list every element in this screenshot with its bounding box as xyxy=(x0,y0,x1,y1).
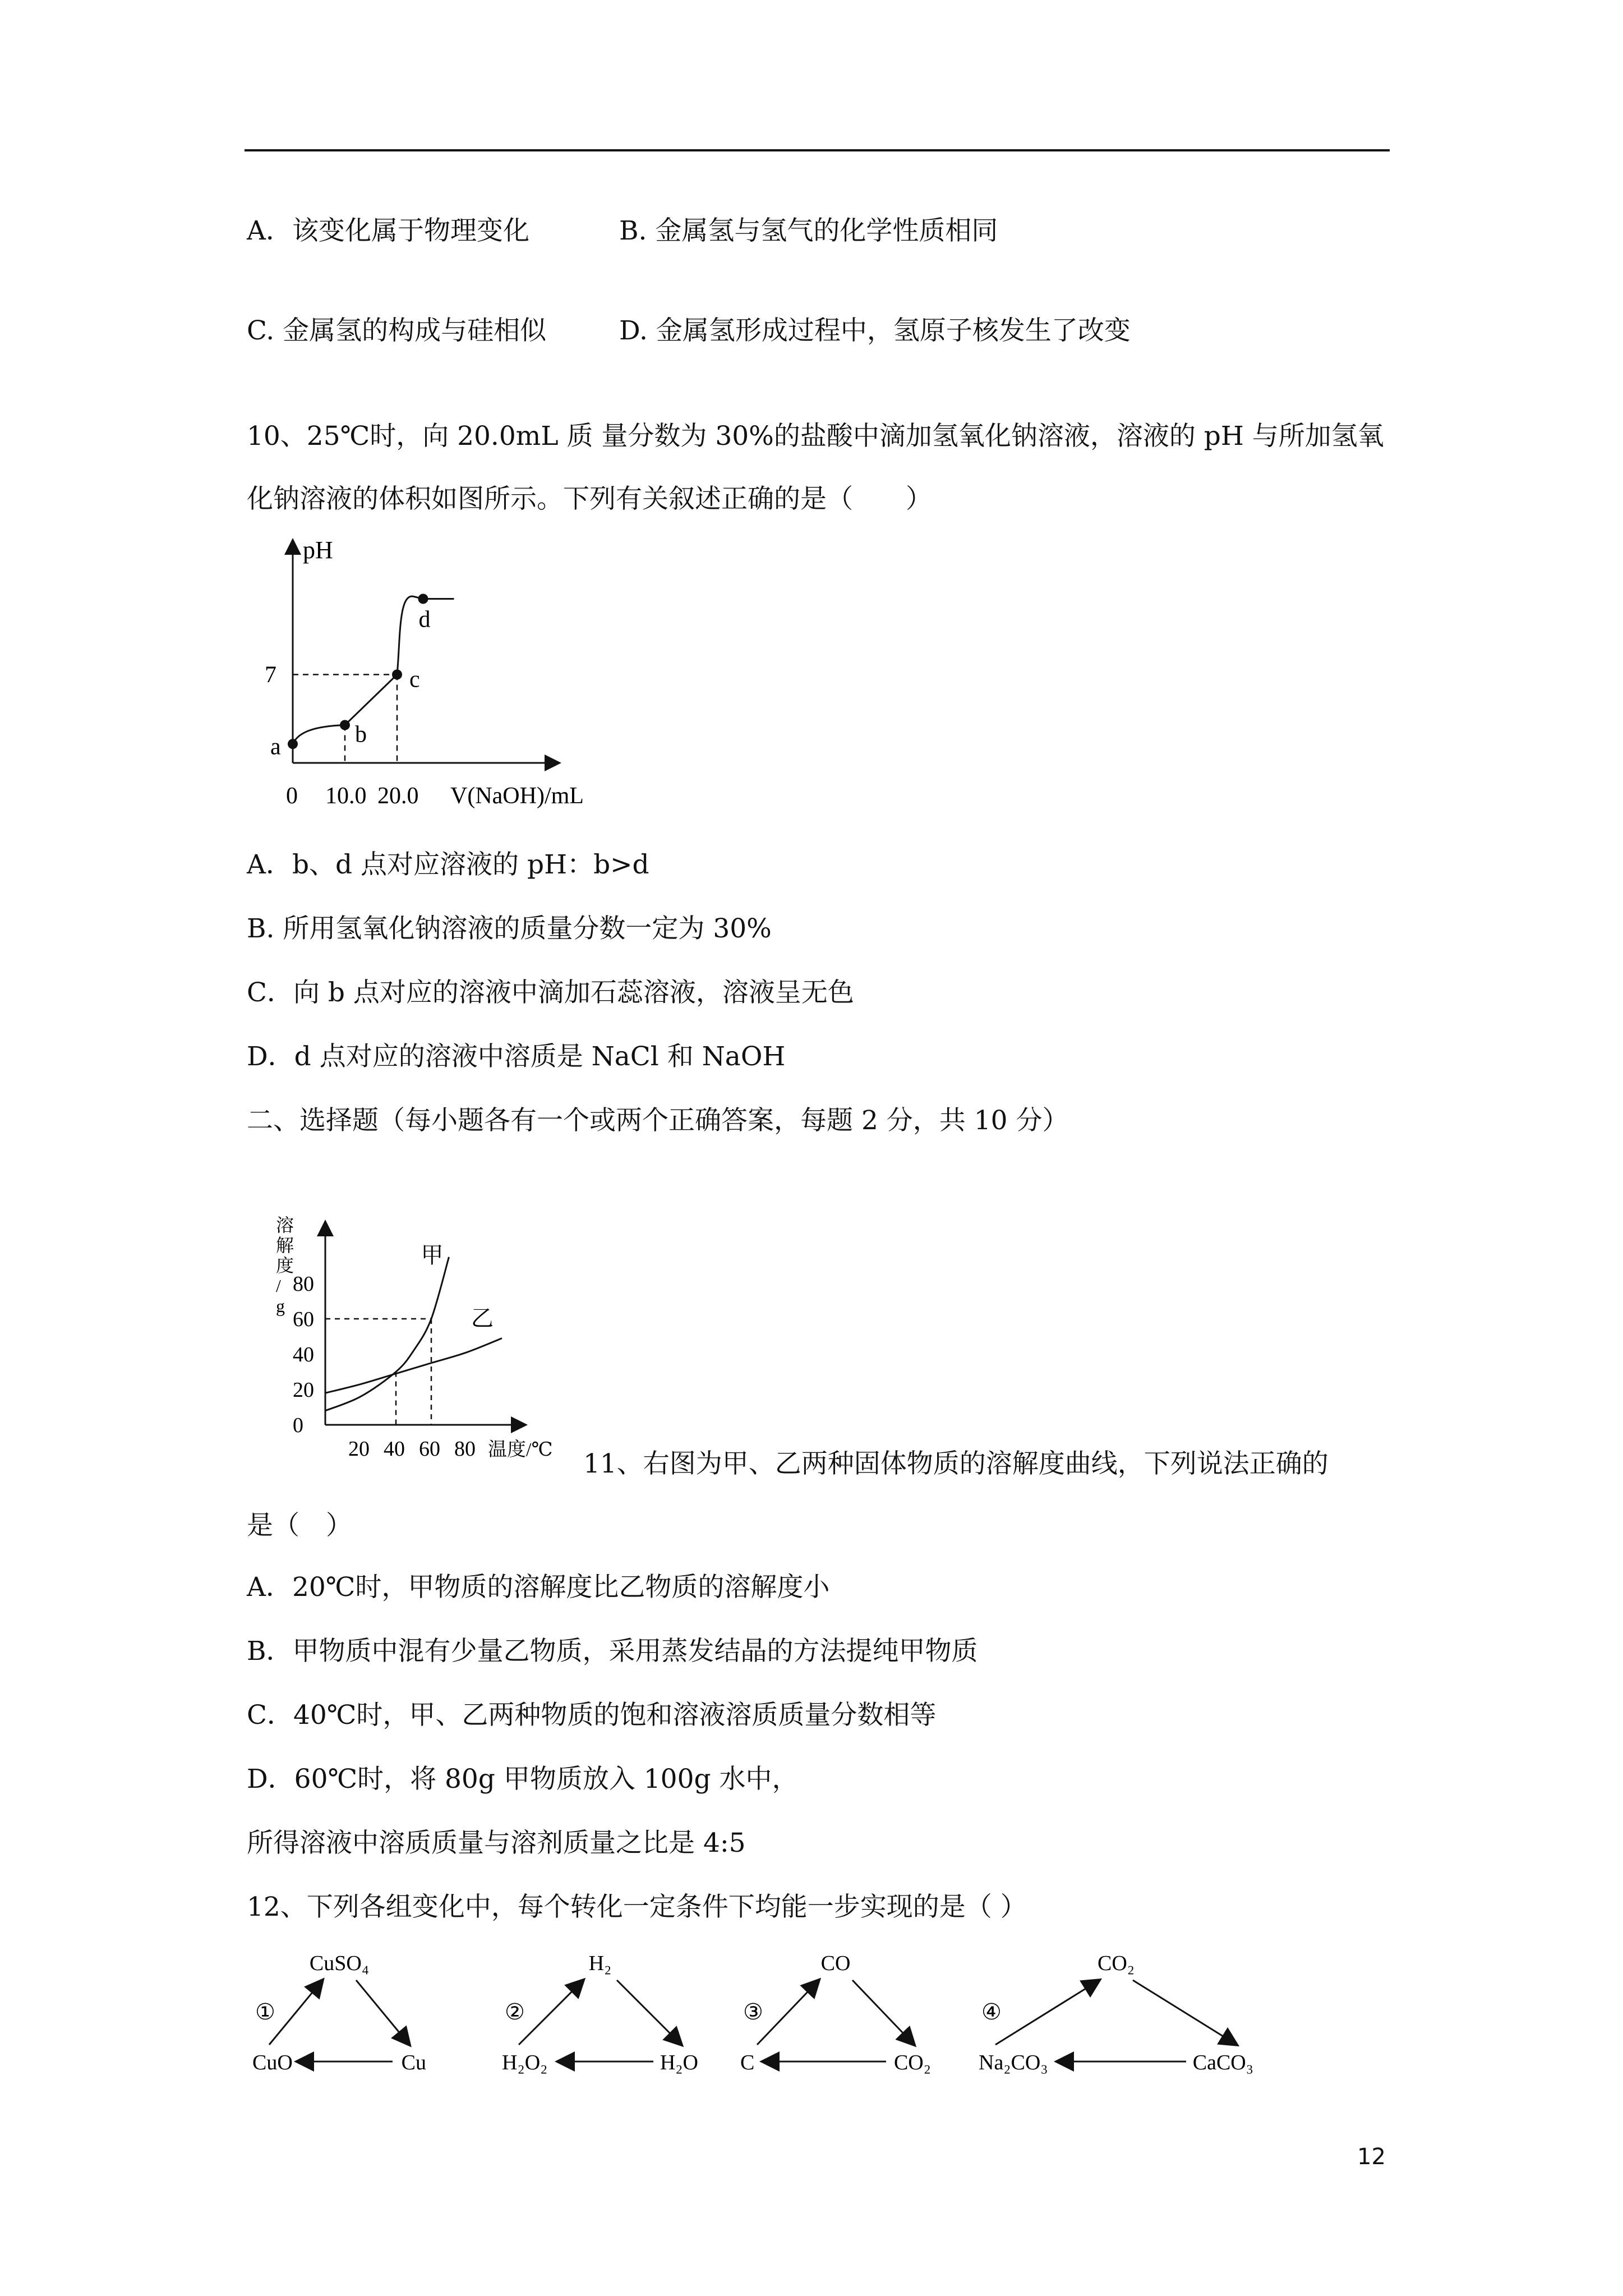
q12-conversion-diagrams xyxy=(241,1947,1295,2092)
ph-x-axis-label: V(NaOH)/mL xyxy=(450,783,584,809)
q10-option-c: C．向 b 点对应的溶液中滴加石蕊溶液，溶液呈无色 xyxy=(247,977,854,1008)
q9-option-c: C. 金属氢的构成与硅相似 xyxy=(247,315,547,346)
q11-option-c: C．40℃时，甲、乙两种物质的饱和溶液溶质质量分数相等 xyxy=(247,1700,937,1731)
q9-option-b: B. 金属氢与氢气的化学性质相同 xyxy=(619,215,998,246)
ph-point-d xyxy=(418,594,428,604)
q12-arrow-top-to-right xyxy=(852,1980,914,2045)
q11-option-a: A．20℃时，甲物质的溶解度比乙物质的溶解度小 xyxy=(247,1572,830,1603)
q12-left-species: Na₂CO₃ xyxy=(979,2051,1048,2074)
sol-y-tick-0: 0 xyxy=(293,1414,303,1437)
q10-option-a: A．b、d 点对应溶液的 pH：b>d xyxy=(247,849,649,880)
q12-top-species: CuSO₄ xyxy=(309,1952,370,1975)
sol-y-tick-40: 40 xyxy=(293,1343,314,1366)
section-two-heading: 二、选择题（每小题各有一个或两个正确答案，每题 2 分，共 10 分） xyxy=(247,1105,1069,1136)
ph-point-c xyxy=(392,670,402,680)
sol-series-label-yi: 乙 xyxy=(471,1305,494,1331)
q11-option-d-line2: 所得溶液中溶质质量与溶剂质量之比是 4:5 xyxy=(247,1828,746,1858)
q12-left-species: H₂O₂ xyxy=(502,2051,548,2074)
ph-y-tick-7: 7 xyxy=(265,662,276,688)
ph-point-label-b: b xyxy=(355,721,367,748)
q12-arrow-left-to-top xyxy=(269,1980,322,2045)
sol-series-yi xyxy=(325,1338,502,1393)
ph-point-label-c: c xyxy=(409,666,420,693)
page-number: 12 xyxy=(1357,2144,1386,2170)
ph-y-axis-label: pH xyxy=(303,536,333,564)
ph-x-tick-0: 0 xyxy=(286,783,298,809)
q11-stem-line2: 是（ ） xyxy=(247,1510,352,1541)
q11-option-d-line1: D．60℃时，将 80g 甲物质放入 100g 水中， xyxy=(247,1764,799,1795)
sol-y-axis-label: 溶解度/ g xyxy=(276,1215,294,1316)
sol-x-tick-40: 40 xyxy=(384,1437,405,1461)
q10-stem-line1: 10、25℃时，向 20.0mL 质 量分数为 30%的盐酸中滴加氢氧化钠溶液，溶液的 pH 与所加氢氧 xyxy=(247,421,1384,452)
q12-arrow-left-to-top xyxy=(995,1980,1099,2045)
ph-point-a xyxy=(288,739,298,749)
sol-x-tick-60: 60 xyxy=(419,1437,440,1461)
solubility-chart-labels xyxy=(276,1215,552,1461)
q12-arrow-top-to-right xyxy=(617,1980,681,2045)
q12-diagram-3 xyxy=(740,1952,931,2074)
ph-x-tick-10: 10.0 xyxy=(325,783,367,809)
q12-top-species: CO₂ xyxy=(1097,1952,1135,1975)
q12-diagram-number: ② xyxy=(505,1999,525,2024)
q12-right-species: Cu xyxy=(401,2051,426,2074)
sol-y-tick-60: 60 xyxy=(293,1308,314,1331)
q12-diagram-number: ④ xyxy=(981,1999,1002,2024)
q12-right-species: CaCO₃ xyxy=(1192,2051,1253,2074)
ph-point-label-d: d xyxy=(418,606,431,633)
q12-left-species: C xyxy=(740,2051,755,2074)
q12-arrow-left-to-top xyxy=(757,1980,819,2045)
ph-x-tick-20: 20.0 xyxy=(377,783,419,809)
q12-arrow-left-to-top xyxy=(519,1980,583,2045)
q10-option-b: B. 所用氢氧化钠溶液的质量分数一定为 30% xyxy=(247,913,772,944)
q12-diagram-1 xyxy=(252,1952,426,2074)
q9-option-d: D. 金属氢形成过程中，氢原子核发生了改变 xyxy=(619,315,1131,346)
q12-diagram-number: ③ xyxy=(743,1999,763,2024)
q10-option-d: D．d 点对应的溶液中溶质是 NaCl 和 NaOH xyxy=(247,1041,786,1072)
q12-arrow-top-to-right xyxy=(356,1980,409,2045)
q12-diagram-4 xyxy=(979,1952,1253,2074)
solubility-chart-series xyxy=(325,1257,502,1425)
ph-point-b xyxy=(340,720,350,730)
q12-diagram-number: ① xyxy=(255,1999,275,2024)
ph-chart-axes xyxy=(293,541,558,763)
q12-top-species: CO xyxy=(820,1952,851,1975)
sol-series-label-jia: 甲 xyxy=(421,1242,444,1268)
sol-y-tick-20: 20 xyxy=(293,1378,314,1402)
sol-x-tick-20: 20 xyxy=(348,1437,370,1461)
ph-titration-chart xyxy=(258,533,662,809)
sol-x-axis-label: 温度/℃ xyxy=(488,1439,553,1460)
q12-diagram-2 xyxy=(502,1952,698,2074)
q12-right-species: H₂O xyxy=(660,2051,698,2074)
q12-stem: 12、下列各组变化中，每个转化一定条件下均能一步实现的是（ ） xyxy=(247,1892,1027,1922)
sol-y-tick-80: 80 xyxy=(293,1272,314,1296)
q9-option-a: A．该变化属于物理变化 xyxy=(247,215,529,246)
q12-left-species: CuO xyxy=(252,2051,293,2074)
q11-stem-line1: 11、右图为甲、乙两种固体物质的溶解度曲线，下列说法正确的 xyxy=(583,1448,1329,1479)
q10-stem-line2: 化钠溶液的体积如图所示。下列有关叙述正确的是（ ） xyxy=(247,484,932,514)
ph-point-label-a: a xyxy=(270,734,281,760)
sol-x-tick-80: 80 xyxy=(454,1437,476,1461)
q12-right-species: CO₂ xyxy=(893,2051,931,2074)
header-rule xyxy=(245,149,1390,151)
q11-option-b: B．甲物质中混有少量乙物质，采用蒸发结晶的方法提纯甲物质 xyxy=(247,1636,978,1667)
ph-chart-labels xyxy=(265,536,584,809)
q12-arrow-top-to-right xyxy=(1133,1980,1237,2045)
solubility-chart xyxy=(264,1217,555,1470)
q12-top-species: H₂ xyxy=(588,1952,612,1975)
